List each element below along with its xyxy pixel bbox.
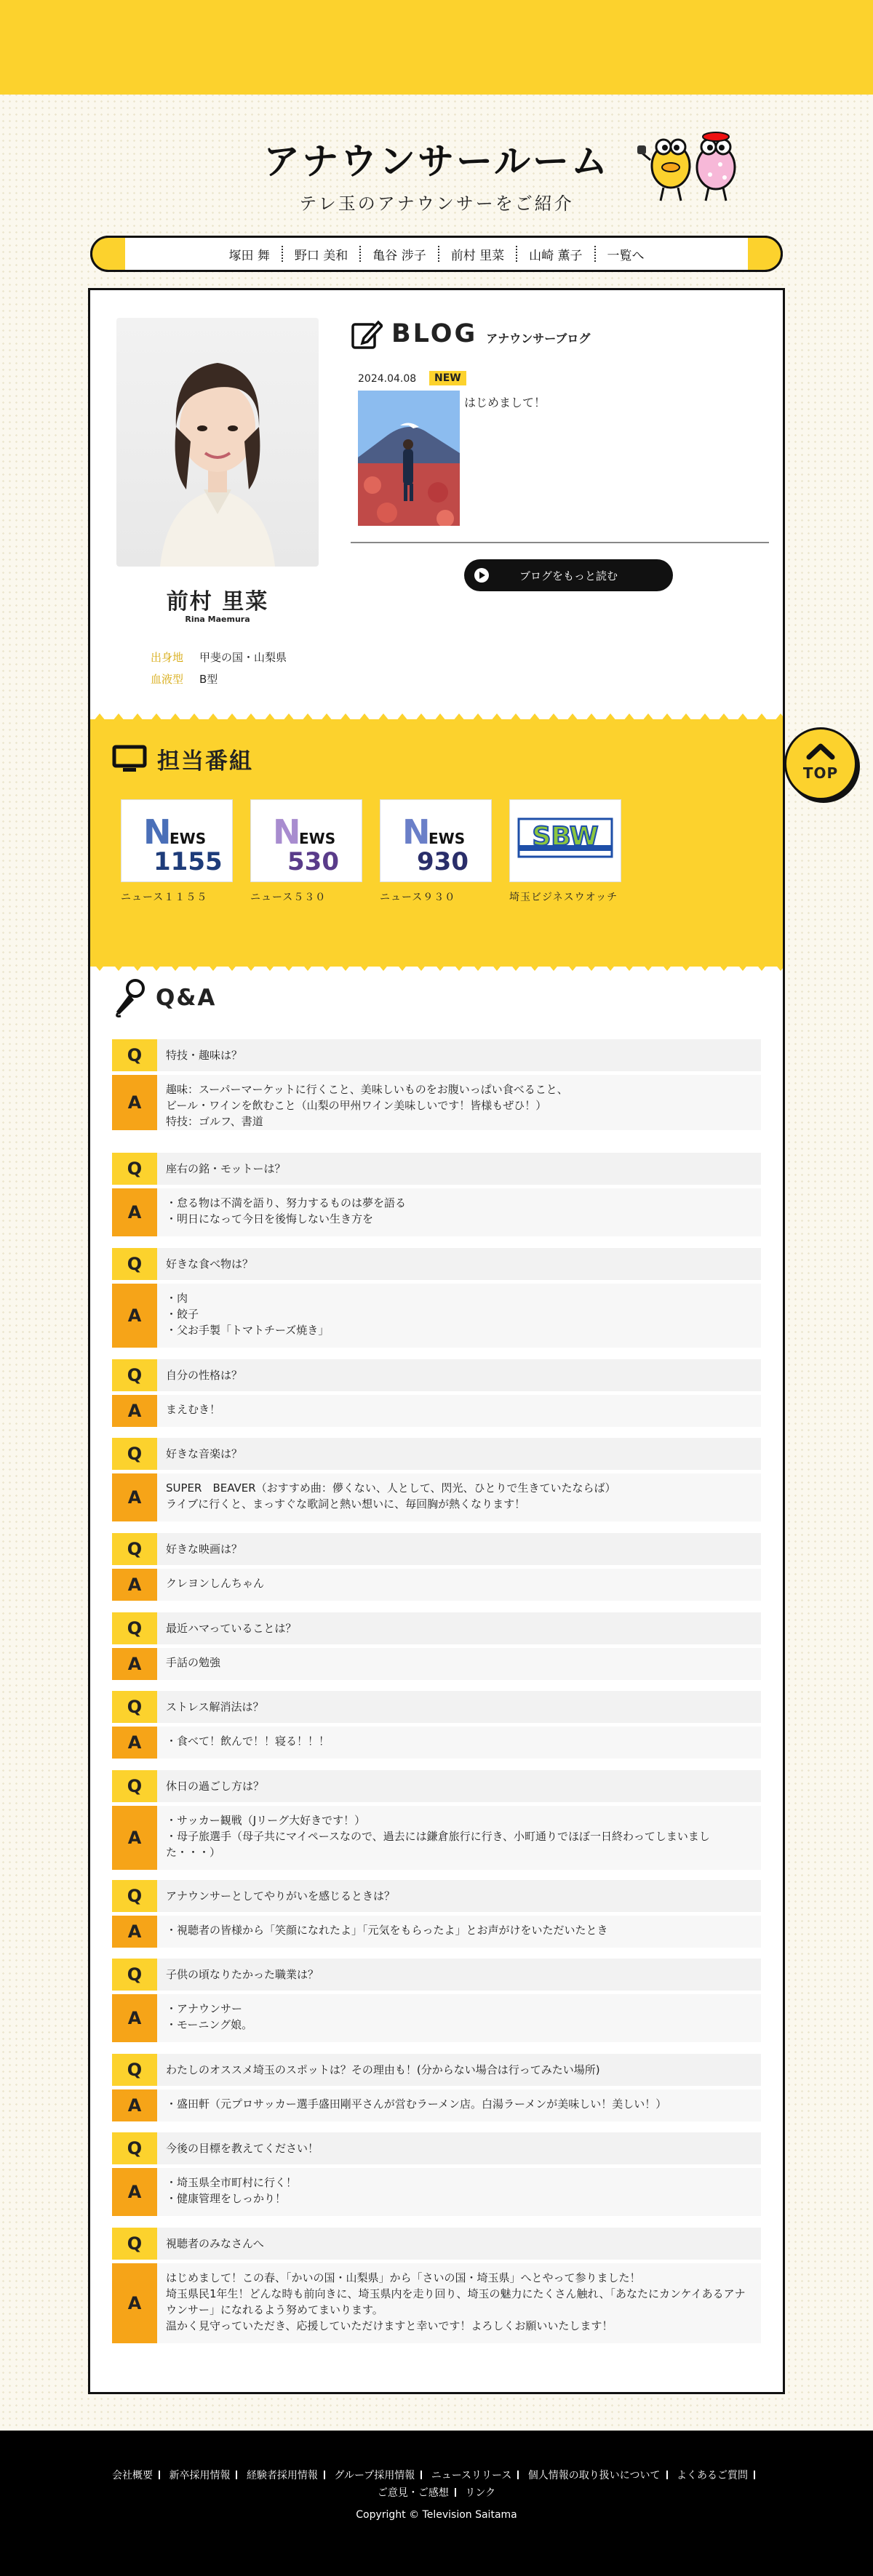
qa-item <box>112 1359 761 1427</box>
blog-title: BLOG <box>391 319 478 348</box>
answer-row <box>112 1395 761 1427</box>
nav-item-kametani[interactable]: 亀谷 涉子 <box>372 248 426 263</box>
qa-item <box>112 2054 761 2121</box>
question-row <box>112 1880 761 1912</box>
footer-link[interactable]: ニュースリリース <box>431 2470 512 2481</box>
program-name: ニュース５３０ <box>250 892 327 903</box>
answer-text: まえむき！ <box>166 1403 221 1416</box>
footer-link[interactable]: 経験者採用情報 <box>246 2470 318 2481</box>
qa-item <box>112 1612 761 1680</box>
nav-item-noguchi[interactable]: 野口 美和 <box>294 248 348 263</box>
nav-item-list[interactable]: 一覧へ <box>607 248 645 263</box>
answer-text: ・埼玉県全市町村に行く！ ・健康管理をしっかり！ <box>166 2176 298 2205</box>
divider <box>517 2471 519 2479</box>
answer-row <box>112 1473 761 1521</box>
question-row <box>112 2054 761 2086</box>
qa-item <box>112 2228 761 2343</box>
answer-row <box>112 1188 761 1236</box>
q-marker: Q <box>112 2132 157 2164</box>
answer-text: はじめまして！この春、「かいの国・山梨県」から「さいの国・埼玉県」へとやって参りました！ 埼玉県民1年生！どんな時も前向きに、埼玉県内を走り回り、埼玉の魅力にたくさん触れ、「あなたにカンケイあるアナウンサー」になれるよう努めてまいります。 温かく見守っていただき、応援していただけますと幸いです！よろしくお願いいたします！ <box>166 2271 746 2332</box>
a-marker: A <box>112 1188 157 1236</box>
back-to-top-label: TOP <box>802 764 839 782</box>
question-text: アナウンサーとしてやりがいを感じるときは？ <box>166 1889 396 1903</box>
footer-link[interactable]: グループ採用情報 <box>334 2470 415 2481</box>
question-row <box>112 1770 761 1802</box>
question-row <box>112 1612 761 1644</box>
footer-link[interactable]: 個人情報の取り扱いについて <box>527 2470 661 2481</box>
question-row <box>112 1153 761 1185</box>
question-row <box>112 1691 761 1723</box>
post-title[interactable]: はじめまして！ <box>464 396 546 409</box>
qa-title: Q&A <box>156 985 217 1011</box>
program-name: ニュース９３０ <box>380 892 456 903</box>
announcer-name: 前村 里菜 <box>166 589 269 615</box>
nav-item-tsukada[interactable]: 塚田 舞 <box>228 248 270 263</box>
news-program-logo <box>250 799 362 882</box>
footer-link[interactable]: ご意見・ご感想 <box>377 2487 449 2499</box>
question-text: 好きな映画は？ <box>166 1543 243 1556</box>
answer-text: ・視聴者の皆様から「笑顔になれたよ」「元気をもらったよ」とお声がけをいただいたとき <box>166 1924 608 1937</box>
question-row <box>112 2228 761 2260</box>
announcer-nav <box>90 236 783 272</box>
qa-item <box>112 1153 761 1236</box>
profile-photo <box>116 318 319 567</box>
svg-text:EWS: EWS <box>428 830 466 847</box>
info-label: 血液型 <box>150 673 183 686</box>
qa-item <box>112 1959 761 2042</box>
svg-text:N: N <box>273 812 301 852</box>
qa-item <box>112 1691 761 1759</box>
answer-row <box>112 1284 761 1348</box>
q-marker: Q <box>112 2054 157 2086</box>
programs-heading <box>112 743 253 775</box>
mascot-illustration <box>637 131 746 211</box>
logo-number: SBW <box>532 822 599 852</box>
answer-row <box>112 1916 761 1948</box>
read-more-label: ブログをもっと読む <box>519 569 618 583</box>
question-row <box>112 1359 761 1391</box>
q-marker: Q <box>112 1248 157 1280</box>
announcer-profile-card <box>88 288 785 2394</box>
program-item[interactable] <box>380 799 492 904</box>
a-marker: A <box>112 1648 157 1680</box>
answer-row <box>112 1075 761 1130</box>
answer-text: 手話の勉強 <box>166 1656 221 1669</box>
back-to-top-button[interactable] <box>784 727 857 800</box>
answer-text: ・怠る物は不満を語り、努力するものは夢を語る ・明日になって今日を後悔しない生き方を <box>166 1196 407 1225</box>
divider <box>159 2471 160 2479</box>
q-marker: Q <box>112 1533 157 1565</box>
qa-item <box>112 1039 761 1130</box>
answer-text: ・アナウンサー ・モーニング娘。 <box>166 2002 253 2031</box>
question-row <box>112 1248 761 1280</box>
a-marker: A <box>112 1916 157 1948</box>
question-text: 休日の過ごし方は？ <box>166 1780 265 1793</box>
divider <box>666 2471 668 2479</box>
a-marker: A <box>112 2089 157 2121</box>
question-row <box>112 1438 761 1470</box>
a-marker: A <box>112 1075 157 1130</box>
program-item[interactable] <box>121 799 233 904</box>
question-text: ストレス解消法は？ <box>166 1700 264 1713</box>
divider <box>236 2471 237 2479</box>
nav-end-cap <box>90 236 125 272</box>
a-marker: A <box>112 1806 157 1870</box>
question-text: 今後の目標を教えてください！ <box>166 2142 319 2155</box>
footer-link[interactable]: よくあるご質問 <box>676 2470 748 2481</box>
divider <box>455 2488 456 2497</box>
qa-item <box>112 1880 761 1948</box>
chevron-up-icon <box>806 743 835 760</box>
a-marker: A <box>112 1569 157 1601</box>
footer-link[interactable]: 新卒採用情報 <box>169 2470 231 2481</box>
qa-heading <box>112 978 216 1017</box>
blog-header <box>351 318 590 350</box>
question-row <box>112 1039 761 1071</box>
answer-row <box>112 1994 761 2042</box>
microphone-icon <box>112 978 146 1017</box>
answer-text: 趣味：スーパーマーケットに行くこと、美味しいものをお腹いっぱい食べること、 ビール・ワインを飲むこと（山梨の甲州ワイン美味しいです！皆様もぜひ！） 特技：ゴルフ、書道 <box>166 1083 568 1128</box>
qa-item <box>112 1438 761 1521</box>
question-text: 子供の頃なりたかった職業は？ <box>166 1968 319 1981</box>
q-marker: Q <box>112 1438 157 1470</box>
answer-row <box>112 1727 761 1759</box>
answer-row <box>112 2168 761 2216</box>
nav-end-cap <box>748 236 783 272</box>
info-label: 出身地 <box>150 651 183 664</box>
question-row <box>112 1533 761 1565</box>
q-marker: Q <box>112 1612 157 1644</box>
site-subtitle: テレ玉のアナウンサーをご紹介 <box>299 193 574 214</box>
a-marker: A <box>112 1284 157 1348</box>
news-program-logo <box>380 799 492 882</box>
q-marker: Q <box>112 1691 157 1723</box>
profile-info-table <box>116 647 319 690</box>
divider <box>324 2471 325 2479</box>
sbw-program-logo <box>509 799 621 882</box>
pencil-icon <box>351 318 383 350</box>
question-text: 自分の性格は？ <box>166 1369 243 1382</box>
q-marker: Q <box>112 1359 157 1391</box>
answer-text: ・盛田軒（元プロサッカー選手盛田剛平さんが営むラーメン店。白湯ラーメンが美味しい！美しい！） <box>166 2097 667 2111</box>
svg-text:EWS: EWS <box>170 830 207 847</box>
svg-text:N: N <box>143 812 172 852</box>
copyright: Copyright © Television Saitama <box>356 2509 517 2521</box>
svg-text:N: N <box>402 812 431 852</box>
info-value: B型 <box>199 673 218 686</box>
answer-row <box>112 2089 761 2121</box>
a-marker: A <box>112 2168 157 2216</box>
answer-text: クレヨンしんちゃん <box>166 1577 265 1590</box>
qa-item <box>112 1248 761 1348</box>
answer-text: SUPER BEAVER（おすすめ曲：儚くない、人として、閃光、ひとりで生きていたならば） ライブに行くと、まっすぐな歌詞と熱い想いに、毎回胸が熱くなります！ <box>166 1481 616 1511</box>
post-thumbnail[interactable] <box>358 391 460 526</box>
qa-item <box>112 1770 761 1870</box>
divider <box>351 542 769 543</box>
q-marker: Q <box>112 1959 157 1991</box>
logo-number: 530 <box>287 847 339 876</box>
a-marker: A <box>112 1473 157 1521</box>
answer-text: ・食べて！飲んで！！寝る！！！ <box>166 1735 330 1748</box>
new-badge: NEW <box>429 371 466 385</box>
question-text: わたしのオススメ埼玉のスポットは？その理由も！(分からない場合は行ってみたい場所) <box>166 2063 600 2076</box>
answer-row <box>112 2263 761 2343</box>
question-text: 好きな食べ物は？ <box>166 1257 254 1271</box>
q-marker: Q <box>112 2228 157 2260</box>
a-marker: A <box>112 1994 157 2042</box>
footer-link[interactable]: リンク <box>465 2487 496 2499</box>
arrow-right-icon <box>474 568 489 583</box>
divider <box>420 2471 422 2479</box>
news-program-logo <box>121 799 233 882</box>
answer-row <box>112 1648 761 1680</box>
question-text: 視聴者のみなさんへ <box>166 2237 264 2250</box>
answer-row <box>112 1569 761 1601</box>
footer-link[interactable]: 会社概要 <box>112 2470 154 2481</box>
question-text: 好きな音楽は？ <box>166 1447 243 1460</box>
qa-item <box>112 2132 761 2216</box>
post-date: 2024.04.08 <box>358 373 417 385</box>
question-row <box>112 2132 761 2164</box>
nav-item-maemura[interactable]: 前村 里菜 <box>450 248 505 263</box>
svg-text:EWS: EWS <box>299 830 336 847</box>
blog-subtitle: アナウンサーブログ <box>486 331 591 345</box>
zigzag-edge <box>90 959 783 974</box>
site-footer <box>0 2431 873 2576</box>
logo-number: 1155 <box>154 847 223 876</box>
answer-text: ・サッカー観戦（Jリーグ大好きです！） ・母子旅選手（母子共にマイペースなので、過去には鎌倉旅行に行き、小町通りでほぼ一日終わってしまいました・・・） <box>166 1814 710 1859</box>
question-text: 座右の銘・モットーは？ <box>166 1162 286 1175</box>
program-name: 埼玉ビジネスウオッチ <box>509 892 618 903</box>
read-more-blog-button[interactable] <box>464 559 673 591</box>
announcer-name-roman: Rina Maemura <box>185 615 250 624</box>
nav-item-yamazaki[interactable]: 山崎 薫子 <box>529 248 583 263</box>
q-marker: Q <box>112 1153 157 1185</box>
a-marker: A <box>112 2263 157 2343</box>
zigzag-edge <box>90 711 783 725</box>
q-marker: Q <box>112 1039 157 1071</box>
program-name: ニュース１１５５ <box>121 892 208 903</box>
logo-number: 930 <box>417 847 469 876</box>
info-row <box>116 668 319 690</box>
q-marker: Q <box>112 1770 157 1802</box>
answer-text: ・肉 ・餃子 ・父お手製「トマトチーズ焼き」 <box>166 1292 330 1337</box>
question-text: 最近ハマっていることは？ <box>166 1622 297 1635</box>
monitor-icon <box>112 745 147 774</box>
program-item[interactable] <box>250 799 362 904</box>
a-marker: A <box>112 1727 157 1759</box>
programs-title: 担当番組 <box>157 748 253 775</box>
answer-row <box>112 1806 761 1870</box>
question-row <box>112 1959 761 1991</box>
info-value: 甲斐の国・山梨県 <box>199 651 287 664</box>
question-text: 特技・趣味は？ <box>166 1049 243 1062</box>
footer-links <box>109 2467 764 2502</box>
divider <box>754 2471 755 2479</box>
site-title[interactable]: アナウンサールーム <box>263 140 610 183</box>
program-item[interactable] <box>509 799 621 904</box>
q-marker: Q <box>112 1880 157 1912</box>
qa-item <box>112 1533 761 1601</box>
info-row <box>116 647 319 668</box>
a-marker: A <box>112 1395 157 1427</box>
top-banner <box>0 0 873 95</box>
